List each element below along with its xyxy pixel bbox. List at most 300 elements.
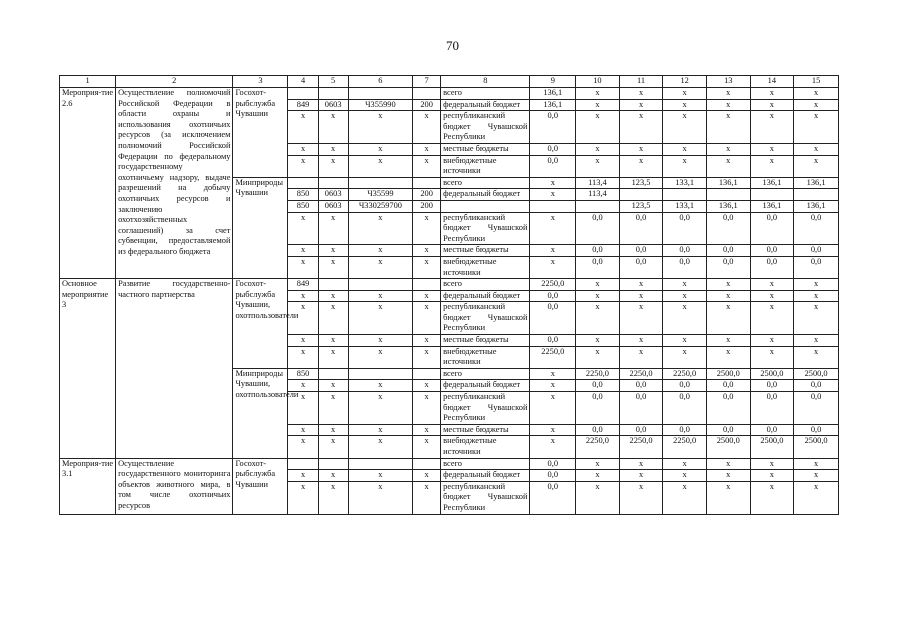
table-cell: Минприроды Чувашии, охотпользователи — [233, 368, 288, 458]
table-cell: x — [750, 279, 794, 291]
table-cell: x — [348, 143, 412, 155]
table-cell: x — [794, 481, 839, 514]
table-cell: 136,1 — [794, 200, 839, 212]
table-cell: 113,4 — [576, 177, 620, 189]
table-cell: 136,1 — [706, 177, 750, 189]
table-cell: x — [706, 302, 750, 335]
table-cell: 136,1 — [794, 177, 839, 189]
table-cell: 0,0 — [794, 380, 839, 392]
table-cell: 2250,0 — [663, 368, 707, 380]
table-cell: x — [318, 424, 348, 436]
table-cell: Осуществление полномочий Российской Федерации в области охраны и использования охотничьих ресурсов (за исключением полномочий Российской Федерации по федеральному государственному охотничьему надзору, выдаче разрешений на добычу охотничьих ресурсов и заключению охотхозяйственных соглашений) за счет субвенции, предоставляемой из федерального бюджета — [116, 88, 233, 279]
table-cell: 0,0 — [706, 392, 750, 425]
table-cell — [413, 279, 441, 291]
table-cell: x — [663, 111, 707, 144]
table-cell: x — [794, 290, 839, 302]
table-cell: x — [348, 155, 412, 177]
table-cell: федеральный бюджет — [441, 290, 530, 302]
table-cell: 2500,0 — [706, 368, 750, 380]
table-cell: x — [530, 245, 576, 257]
table-cell: x — [413, 245, 441, 257]
table-cell: 850 — [288, 368, 318, 380]
table-cell — [348, 88, 412, 100]
table-cell: 0,0 — [619, 380, 663, 392]
table-cell: 2250,0 — [619, 368, 663, 380]
table-cell: x — [288, 143, 318, 155]
table-cell: x — [530, 424, 576, 436]
table-cell: x — [288, 212, 318, 245]
table-row — [60, 458, 839, 470]
table-cell: x — [288, 470, 318, 482]
table-cell: 0,0 — [576, 256, 620, 278]
column-header: 8 — [441, 76, 530, 88]
table-cell: 0,0 — [619, 392, 663, 425]
table-cell: x — [288, 436, 318, 458]
table-cell: внебюджетные источники — [441, 346, 530, 368]
table-cell — [318, 177, 348, 189]
table-cell: 0,0 — [794, 245, 839, 257]
table-cell: 850 — [288, 200, 318, 212]
table-cell: x — [288, 111, 318, 144]
table-cell: x — [794, 458, 839, 470]
table-cell — [318, 88, 348, 100]
table-cell: 0,0 — [576, 380, 620, 392]
table-cell: всего — [441, 458, 530, 470]
table-cell: x — [348, 256, 412, 278]
table-cell: республиканский бюджет Чувашской Республики — [441, 111, 530, 144]
table-cell: x — [318, 290, 348, 302]
table-cell: x — [413, 380, 441, 392]
table-cell: 0,0 — [706, 256, 750, 278]
table-cell — [348, 458, 412, 470]
table-cell: x — [750, 88, 794, 100]
table-cell: 0,0 — [619, 245, 663, 257]
table-cell: x — [348, 436, 412, 458]
table-cell: x — [706, 155, 750, 177]
table-cell: x — [413, 424, 441, 436]
header-row — [60, 76, 839, 88]
table-cell: x — [576, 88, 620, 100]
column-header: 5 — [318, 76, 348, 88]
table-cell: 0,0 — [663, 212, 707, 245]
table-cell: x — [530, 436, 576, 458]
table-cell: 2500,0 — [750, 436, 794, 458]
table-cell: 2250,0 — [663, 436, 707, 458]
table-cell: федеральный бюджет — [441, 99, 530, 111]
table-cell: x — [794, 155, 839, 177]
table-cell: x — [576, 143, 620, 155]
table-cell: x — [413, 470, 441, 482]
table-cell: x — [750, 155, 794, 177]
table-cell: x — [413, 155, 441, 177]
table-cell: местные бюджеты — [441, 335, 530, 347]
column-header: 9 — [530, 76, 576, 88]
table-cell: 0,0 — [619, 424, 663, 436]
table-cell: x — [750, 290, 794, 302]
table-cell: Основное мероприятие 3 — [60, 279, 116, 459]
table-cell: x — [706, 481, 750, 514]
table-cell: x — [288, 392, 318, 425]
table-cell: x — [663, 481, 707, 514]
table-cell: x — [413, 335, 441, 347]
table-cell: внебюджетные источники — [441, 256, 530, 278]
column-header: 3 — [233, 76, 288, 88]
table-cell: 0,0 — [576, 392, 620, 425]
table-cell: x — [318, 155, 348, 177]
table-cell: x — [794, 346, 839, 368]
table-cell: Мероприя-тие 2.6 — [60, 88, 116, 279]
table-cell: x — [530, 189, 576, 201]
table-cell: 2500,0 — [794, 368, 839, 380]
table-cell — [576, 200, 620, 212]
table-cell: 0,0 — [530, 155, 576, 177]
column-header: 15 — [794, 76, 839, 88]
table-cell: 136,1 — [750, 200, 794, 212]
column-header: 1 — [60, 76, 116, 88]
table-cell: x — [619, 279, 663, 291]
table-cell: x — [619, 155, 663, 177]
table-cell: x — [318, 212, 348, 245]
table-cell: 2250,0 — [576, 368, 620, 380]
table-cell: 2250,0 — [530, 279, 576, 291]
table-cell: Госохот-рыбслужба Чувашии, охотпользователи — [233, 279, 288, 369]
table-cell: 0,0 — [750, 256, 794, 278]
table-cell: 0,0 — [794, 392, 839, 425]
table-cell: x — [288, 335, 318, 347]
table-cell — [318, 279, 348, 291]
table-cell: 2250,0 — [530, 346, 576, 368]
table-cell: x — [794, 143, 839, 155]
table-cell: x — [576, 290, 620, 302]
page-number: 70 — [446, 38, 459, 53]
table-cell: x — [318, 335, 348, 347]
table-cell: x — [348, 111, 412, 144]
table-cell: x — [318, 380, 348, 392]
table-cell: x — [348, 245, 412, 257]
table-cell: x — [794, 99, 839, 111]
table-cell: x — [318, 111, 348, 144]
table-cell: x — [663, 470, 707, 482]
table-cell: x — [348, 346, 412, 368]
table-cell: x — [348, 212, 412, 245]
table-cell: x — [619, 346, 663, 368]
column-header: 10 — [576, 76, 620, 88]
table-cell: x — [576, 346, 620, 368]
table-cell: x — [413, 111, 441, 144]
table-cell: 0,0 — [663, 256, 707, 278]
table-cell: федеральный бюджет — [441, 470, 530, 482]
table-cell: x — [288, 290, 318, 302]
table-cell: 850 — [288, 189, 318, 201]
table-cell: x — [530, 256, 576, 278]
table-cell: x — [413, 143, 441, 155]
table-row — [60, 279, 839, 291]
table-cell — [794, 189, 839, 201]
table-cell: x — [576, 458, 620, 470]
table-cell: 133,1 — [663, 200, 707, 212]
table-cell: всего — [441, 88, 530, 100]
table-cell: Госохот-рыбслужба Чувашии — [233, 458, 288, 514]
table-cell: 0,0 — [530, 470, 576, 482]
table-cell: федеральный бюджет — [441, 189, 530, 201]
table-cell: всего — [441, 279, 530, 291]
table-cell: республиканский бюджет Чувашской Республики — [441, 481, 530, 514]
table-cell: x — [706, 346, 750, 368]
table-cell: x — [530, 392, 576, 425]
table-cell — [348, 279, 412, 291]
table-cell: x — [750, 481, 794, 514]
table-cell: 849 — [288, 279, 318, 291]
column-header: 4 — [288, 76, 318, 88]
table-cell: 2250,0 — [619, 436, 663, 458]
table-cell: x — [750, 335, 794, 347]
table-cell: 0603 — [318, 99, 348, 111]
table-cell: x — [576, 99, 620, 111]
table-cell: x — [663, 99, 707, 111]
table-cell: x — [288, 245, 318, 257]
table-cell: республиканский бюджет Чувашской Республики — [441, 302, 530, 335]
table-cell: 0,0 — [576, 424, 620, 436]
table-cell: x — [706, 470, 750, 482]
table-cell: 2500,0 — [706, 436, 750, 458]
table-cell: 0,0 — [619, 212, 663, 245]
table-cell: x — [348, 424, 412, 436]
table-cell — [441, 200, 530, 212]
table-cell — [530, 200, 576, 212]
table-cell: x — [576, 470, 620, 482]
table-cell: x — [530, 212, 576, 245]
table-cell: x — [663, 290, 707, 302]
table-cell: x — [619, 290, 663, 302]
table-cell: x — [318, 481, 348, 514]
table-cell: x — [794, 302, 839, 335]
table-cell: x — [413, 346, 441, 368]
table-cell: Ч330259700 — [348, 200, 412, 212]
table-cell: 133,1 — [663, 177, 707, 189]
table-cell: x — [619, 481, 663, 514]
column-header: 13 — [706, 76, 750, 88]
table-cell: x — [318, 436, 348, 458]
column-header: 12 — [663, 76, 707, 88]
table-cell: x — [750, 302, 794, 335]
table-cell: Госохот-рыбслужба Чувашии — [233, 88, 288, 178]
table-cell: x — [348, 302, 412, 335]
table-cell: x — [413, 212, 441, 245]
table-cell: x — [413, 290, 441, 302]
table-body — [60, 76, 839, 515]
table-cell: x — [318, 245, 348, 257]
table-cell: x — [288, 256, 318, 278]
table-cell: 0,0 — [706, 424, 750, 436]
table-cell: x — [576, 155, 620, 177]
table-cell: 136,1 — [530, 99, 576, 111]
table-cell — [706, 189, 750, 201]
table-cell: республиканский бюджет Чувашской Республики — [441, 392, 530, 425]
table-cell: x — [794, 335, 839, 347]
table-cell: x — [619, 88, 663, 100]
table-cell: 136,1 — [706, 200, 750, 212]
table-cell: 0,0 — [530, 111, 576, 144]
table-cell: 0603 — [318, 200, 348, 212]
table-cell: Осуществление государственного мониторинга объектов животного мира, в том числе охотничьих ресурсов — [116, 458, 233, 514]
table-cell: внебюджетные источники — [441, 155, 530, 177]
column-header: 6 — [348, 76, 412, 88]
table-cell: 0,0 — [750, 212, 794, 245]
table-cell: x — [794, 111, 839, 144]
table-cell: 0,0 — [794, 212, 839, 245]
table-cell — [348, 177, 412, 189]
table-cell: x — [576, 481, 620, 514]
table-cell: x — [413, 392, 441, 425]
table-cell: x — [663, 88, 707, 100]
table-cell: x — [413, 302, 441, 335]
table-cell: 0,0 — [530, 458, 576, 470]
table-cell — [413, 177, 441, 189]
table-cell: x — [750, 470, 794, 482]
table-cell: x — [318, 256, 348, 278]
table-cell: 0,0 — [794, 256, 839, 278]
table-cell: 0,0 — [750, 380, 794, 392]
table-cell — [413, 88, 441, 100]
table-cell — [318, 368, 348, 380]
table-cell: 136,1 — [530, 88, 576, 100]
table-cell: 123,5 — [619, 200, 663, 212]
table-cell: 0,0 — [663, 380, 707, 392]
table-cell: Развитие государственно-частного партнерства — [116, 279, 233, 459]
table-cell: местные бюджеты — [441, 143, 530, 155]
table-cell: всего — [441, 177, 530, 189]
table-cell: x — [750, 346, 794, 368]
table-cell: x — [750, 458, 794, 470]
table-cell: 0,0 — [706, 245, 750, 257]
table-cell: 0,0 — [663, 424, 707, 436]
table-cell: x — [288, 380, 318, 392]
table-cell: x — [348, 290, 412, 302]
table-cell: x — [706, 111, 750, 144]
table-cell — [318, 458, 348, 470]
table-cell: внебюджетные источники — [441, 436, 530, 458]
table-cell: x — [318, 346, 348, 368]
table-cell — [288, 177, 318, 189]
column-header: 7 — [413, 76, 441, 88]
table-cell: x — [318, 143, 348, 155]
table-cell: x — [663, 346, 707, 368]
table-cell: x — [288, 481, 318, 514]
table-cell: 123,5 — [619, 177, 663, 189]
table-cell: 0,0 — [794, 424, 839, 436]
table-cell: x — [576, 279, 620, 291]
table-cell: 0,0 — [663, 245, 707, 257]
table-cell: 0,0 — [530, 481, 576, 514]
table-cell: x — [706, 99, 750, 111]
table-cell: федеральный бюджет — [441, 380, 530, 392]
table-cell: x — [576, 302, 620, 335]
table-cell: x — [576, 111, 620, 144]
table-cell: x — [706, 335, 750, 347]
table-cell — [750, 189, 794, 201]
table-cell: 0,0 — [530, 302, 576, 335]
table-cell: x — [794, 279, 839, 291]
table-cell: x — [619, 111, 663, 144]
table-cell: x — [530, 368, 576, 380]
table-cell: местные бюджеты — [441, 424, 530, 436]
table-cell: 0,0 — [750, 424, 794, 436]
table-cell: 0,0 — [750, 392, 794, 425]
table-cell: x — [530, 177, 576, 189]
table-cell — [413, 458, 441, 470]
table-cell: x — [750, 143, 794, 155]
table-cell — [413, 368, 441, 380]
table-cell — [619, 189, 663, 201]
table-cell: x — [750, 111, 794, 144]
column-header: 2 — [116, 76, 233, 88]
table-cell: x — [663, 302, 707, 335]
table-cell: x — [794, 470, 839, 482]
table-cell: 0603 — [318, 189, 348, 201]
column-header: 11 — [619, 76, 663, 88]
table-cell: x — [413, 436, 441, 458]
table-cell — [663, 189, 707, 201]
table-cell: Ч355990 — [348, 99, 412, 111]
table-cell: x — [318, 392, 348, 425]
table-cell: 0,0 — [706, 212, 750, 245]
budget-table — [59, 75, 839, 515]
table-cell: x — [318, 470, 348, 482]
table-cell: 2250,0 — [576, 436, 620, 458]
table-cell: 0,0 — [530, 143, 576, 155]
table-cell: x — [288, 346, 318, 368]
table-cell: x — [348, 392, 412, 425]
table-cell: x — [288, 424, 318, 436]
column-header: 14 — [750, 76, 794, 88]
table-row — [60, 88, 839, 100]
table-cell: x — [318, 302, 348, 335]
table-cell: x — [619, 470, 663, 482]
table-cell: x — [706, 279, 750, 291]
table-cell: 0,0 — [576, 212, 620, 245]
table-cell: 0,0 — [576, 245, 620, 257]
table-cell: 0,0 — [706, 380, 750, 392]
table-cell: x — [706, 458, 750, 470]
table-cell: x — [663, 335, 707, 347]
table-cell: x — [706, 143, 750, 155]
table-cell: x — [619, 143, 663, 155]
table-cell: Минприроды Чувашии — [233, 177, 288, 278]
table-cell — [288, 458, 318, 470]
table-cell: x — [348, 470, 412, 482]
table-cell: x — [663, 279, 707, 291]
table-cell: x — [619, 335, 663, 347]
table-cell: x — [706, 88, 750, 100]
table-cell: x — [663, 458, 707, 470]
table-cell: x — [348, 380, 412, 392]
table-cell — [348, 368, 412, 380]
table-cell: x — [288, 302, 318, 335]
table-cell: 0,0 — [663, 392, 707, 425]
table-cell: x — [619, 458, 663, 470]
table-cell: 0,0 — [619, 256, 663, 278]
table-cell: x — [576, 335, 620, 347]
table-cell: x — [663, 143, 707, 155]
table-cell: x — [619, 302, 663, 335]
table-cell: x — [348, 335, 412, 347]
table-cell: x — [530, 380, 576, 392]
table-cell: Мероприя-тие 3.1 — [60, 458, 116, 514]
table-cell: x — [750, 99, 794, 111]
table-cell: республиканский бюджет Чувашской Республики — [441, 212, 530, 245]
table-cell: 136,1 — [750, 177, 794, 189]
table-cell: 2500,0 — [750, 368, 794, 380]
